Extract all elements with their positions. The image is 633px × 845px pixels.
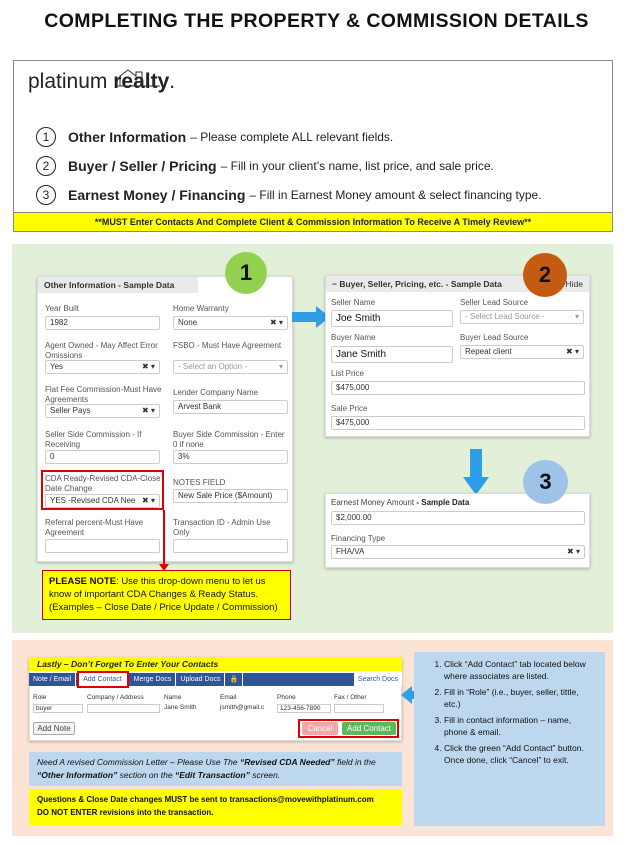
cancel-button[interactable]: Cancel — [302, 722, 338, 735]
step-2 — [36, 151, 542, 180]
instruction-item: 1. Click “Add Contact” tab located below where associates are listed. — [444, 658, 595, 682]
field-value: 3% — [178, 452, 190, 461]
clear-chevron-icon[interactable]: ✖ ▾ — [270, 318, 283, 327]
field-value: Seller Pays — [50, 406, 91, 415]
instruction-item: 4. Click the green “Add Contact” button. Once done, click “Cancel” to exit. — [444, 742, 595, 766]
buyer-commission-label: Buyer Side Commission - Enter 0 if none — [173, 430, 285, 449]
column-header: Email — [220, 694, 237, 701]
notes-label: NOTES FIELD — [173, 478, 226, 487]
email-input[interactable]: jsmith@gmail.c — [220, 704, 265, 711]
field-value: $2,000.00 — [336, 513, 372, 522]
field-value: Jane Smith — [336, 348, 387, 360]
revised-cda-note: Need A revised Commission Letter – Please Use The “Revised CDA Needed” field in the “Other Information” section on the “Edit Transaction” screen. — [29, 752, 402, 786]
contacts-toolbar — [29, 673, 402, 686]
step-title: Other Information — [68, 128, 187, 145]
panel-header: Other Information - Sample Data — [38, 277, 198, 293]
clear-chevron-icon[interactable]: ✖ ▾ — [142, 406, 155, 415]
arrow-down-icon — [463, 449, 489, 495]
step-3 — [36, 180, 542, 209]
financing-label: Financing Type — [331, 534, 386, 543]
field-value: Repeat client — [465, 347, 512, 356]
flat-fee-label: Flat Fee Commission-Must Have Agreements — [45, 385, 162, 404]
referral-input[interactable] — [45, 539, 160, 553]
note-text: : Use this drop-down menu to let us know of important CDA Changes & Ready Status. (Examples – Close Date / Price Update / Commission) — [49, 576, 278, 613]
seller-commission-input[interactable] — [45, 450, 160, 464]
footer-line: DO NOT ENTER revisions into the transaction. — [37, 808, 214, 817]
field-value: $475,000 — [336, 383, 370, 392]
instruction-item: 2. Fill in “Role” (i.e., buyer, seller, tittle, etc.) — [444, 686, 595, 710]
transaction-id-label: Transaction ID - Admin Use Only — [173, 518, 271, 537]
tab-note-email[interactable]: Note / Email — [29, 673, 76, 686]
referral-label: Referral percent-Must Have Agreement — [45, 518, 144, 537]
add-note-button[interactable]: Add Note — [33, 722, 75, 735]
field-value: 0 — [50, 452, 55, 461]
year-built-input[interactable] — [45, 316, 160, 330]
step-number: 2 — [36, 156, 56, 176]
buyer-name-label: Buyer Name — [331, 333, 376, 342]
field-value: - Select Lead Source - — [465, 312, 545, 321]
house-icon — [118, 68, 160, 88]
field-value: YES -Revised CDA Nee — [50, 496, 136, 505]
lender-input[interactable] — [173, 400, 288, 414]
seller-name-label: Seller Name — [331, 298, 376, 307]
field-value: New Sale Price ($Amount) — [178, 491, 273, 500]
lender-label: Lender Company Name — [173, 388, 258, 397]
contacts-header-row — [33, 694, 398, 701]
badge-3: 3 — [523, 460, 568, 504]
buyer-commission-input[interactable] — [173, 450, 288, 464]
fsbo-label: FSBO - Must Have Agreement — [173, 341, 282, 350]
flat-fee-select[interactable] — [45, 404, 160, 418]
chevron-down-icon[interactable]: ▾ — [574, 312, 579, 321]
clear-chevron-icon[interactable]: ✖ ▾ — [142, 362, 155, 371]
step-number: 1 — [36, 127, 56, 147]
field-value: 1982 — [50, 318, 68, 327]
field-value: - Select an Option - — [178, 362, 247, 371]
clear-chevron-icon[interactable]: ✖ ▾ — [566, 347, 579, 356]
instructions-box — [414, 652, 605, 826]
add-contact-button[interactable]: Add Contact — [342, 722, 396, 735]
list-price-input[interactable] — [331, 381, 585, 395]
footer-note — [29, 789, 402, 825]
transaction-id-input[interactable] — [173, 539, 288, 553]
note-bold: PLEASE NOTE — [49, 576, 117, 587]
table-row — [33, 704, 398, 713]
notes-input[interactable] — [173, 489, 288, 503]
step-text: – Please complete ALL relevant fields. — [190, 129, 394, 144]
earnest-money-label: Earnest Money Amount - Sample Data — [331, 498, 470, 507]
field-value: FHA/VA — [336, 547, 365, 556]
badge-2: 2 — [523, 253, 567, 297]
tab-add-contact[interactable]: Add Contact — [79, 673, 127, 686]
buyer-lead-select[interactable] — [460, 345, 584, 359]
clear-chevron-icon[interactable]: ✖ ▾ — [142, 496, 155, 505]
platinum-realty-logo: platinum realty. — [28, 70, 176, 93]
step-title: Earnest Money / Financing — [68, 186, 246, 203]
badge-1: 1 — [225, 252, 267, 294]
instructions-list — [422, 658, 595, 766]
field-value: Arvest Bank — [178, 402, 222, 411]
page-title: COMPLETING THE PROPERTY & COMMISSION DETAILS — [44, 10, 589, 32]
chevron-down-icon[interactable]: ▾ — [278, 362, 283, 371]
sale-price-input[interactable] — [331, 416, 585, 430]
list-price-label: List Price — [331, 369, 364, 378]
column-header: Role — [33, 694, 47, 701]
search-docs-button[interactable]: Search Docs — [354, 673, 402, 686]
field-value: Joe Smith — [336, 312, 381, 324]
cda-select[interactable] — [45, 494, 160, 508]
agent-owned-label: Agent Owned - May Affect Error Omissions — [45, 341, 158, 360]
year-built-label: Year Built — [45, 304, 79, 313]
seller-name-input[interactable] — [331, 310, 453, 327]
step-text: – Fill in Earnest Money amount & select financing type. — [249, 187, 542, 202]
home-warranty-select[interactable] — [173, 316, 288, 330]
fax-input[interactable] — [334, 704, 384, 713]
phone-input[interactable]: 123-456-7890 — [277, 704, 331, 713]
hide-link[interactable]: Hide — [565, 279, 583, 289]
please-note-box — [42, 570, 291, 620]
step-list — [36, 122, 542, 209]
earnest-money-input[interactable] — [331, 511, 585, 525]
cda-label: CDA Ready-Revised CDA-Close Date Change — [45, 474, 161, 493]
seller-lead-label: Seller Lead Source — [460, 298, 529, 307]
field-value: Yes — [50, 362, 64, 371]
column-header: Name — [164, 694, 182, 701]
column-header: Fax / Other — [334, 694, 367, 701]
field-value: $475,000 — [336, 418, 370, 427]
field-value: None — [178, 318, 198, 327]
instruction-item: 3. Fill in contact information – name, phone & email. — [444, 714, 595, 738]
tab-merge-docs[interactable]: Merge Docs — [130, 673, 177, 686]
role-input[interactable]: buyer — [33, 704, 83, 713]
step-number: 3 — [36, 185, 56, 205]
buyer-name-input[interactable] — [331, 346, 453, 363]
clear-chevron-icon[interactable]: ✖ ▾ — [567, 547, 580, 556]
contacts-heading: Lastly – Don’t Forget To Enter Your Contacts — [29, 657, 402, 671]
sale-price-label: Sale Price — [331, 404, 368, 413]
footer-line: Questions & Close Date changes MUST be sent to transactions@movewithplatinum.com — [37, 795, 374, 804]
financing-select[interactable] — [331, 545, 585, 559]
column-header: Phone — [277, 694, 296, 701]
column-header: Company / Address — [87, 694, 144, 701]
panel-title: − Buyer, Seller, Pricing, etc. - Sample Data — [332, 279, 502, 289]
requirement-banner: **MUST Enter Contacts And Complete Client & Commission Information To Receive A Timely Review** — [14, 212, 612, 231]
step-text: – Fill in your client’s name, list price, and sale price. — [220, 158, 494, 173]
seller-lead-select[interactable] — [460, 310, 584, 324]
home-warranty-label: Home Warranty — [173, 304, 229, 313]
step-1 — [36, 122, 542, 151]
company-input[interactable] — [87, 704, 160, 713]
seller-commission-label: Seller Side Commission - If Receiving — [45, 430, 142, 449]
red-arrow-icon — [163, 510, 165, 566]
lock-icon[interactable]: 🔒 — [225, 673, 243, 686]
fsbo-select[interactable] — [173, 360, 288, 374]
buyer-lead-label: Buyer Lead Source — [460, 333, 529, 342]
tab-upload-docs[interactable]: Upload Docs — [176, 673, 225, 686]
name-input[interactable]: Jane Smith — [164, 704, 197, 711]
agent-owned-select[interactable] — [45, 360, 160, 374]
step-title: Buyer / Seller / Pricing — [68, 157, 217, 174]
